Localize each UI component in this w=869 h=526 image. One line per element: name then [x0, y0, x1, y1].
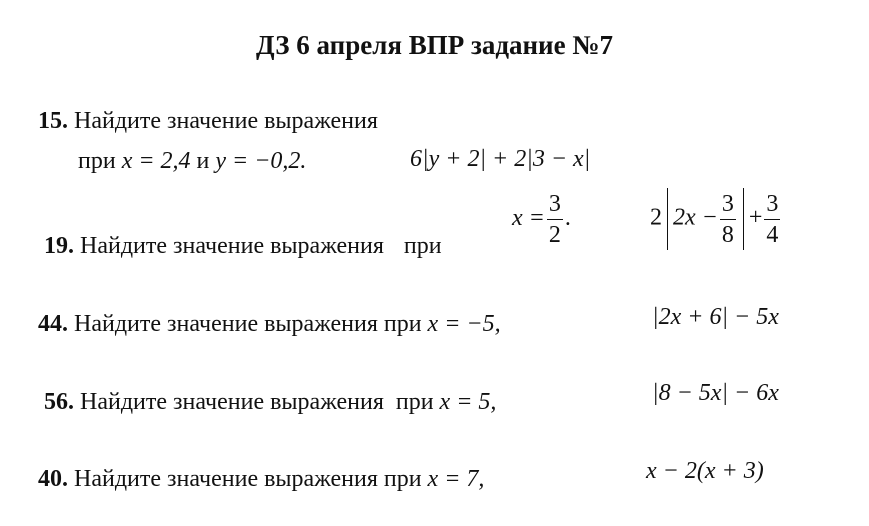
condition: x = 7, — [427, 466, 485, 492]
fraction — [547, 192, 563, 247]
y-condition: y = −0,2. — [215, 148, 307, 174]
denominator: 2 — [548, 222, 561, 248]
problem-15-line2 — [78, 148, 306, 175]
problem-15-line1 — [38, 108, 378, 135]
condition: x = 5, — [439, 389, 497, 415]
problem-number: 40. — [38, 466, 68, 492]
denominator: 8 — [721, 221, 734, 248]
condition-lhs: x = — [512, 205, 545, 232]
expr-coefficient: 2 — [650, 204, 662, 231]
problem-number: 19. — [44, 233, 74, 259]
problem-40-expression: x − 2(x + 3) — [646, 458, 764, 484]
problem-text: Найдите значение выражения при — [80, 389, 434, 415]
problem-44-expression: |2x + 6| − 5x — [652, 304, 779, 330]
problem-19-condition — [512, 192, 571, 247]
abs-bar-left — [667, 188, 668, 250]
abs-bar-right — [743, 188, 744, 250]
expr-inner: 2x − — [673, 204, 718, 231]
fraction — [720, 192, 736, 247]
problem-text: Найдите значение выражения — [80, 233, 384, 259]
problem-19-line — [44, 233, 442, 260]
numerator: 3 — [548, 191, 561, 217]
problem-number: 44. — [38, 311, 68, 337]
numerator: 3 — [721, 190, 734, 217]
problem-44-line — [38, 311, 501, 338]
problem-56-expression: |8 − 5x| − 6x — [652, 380, 779, 406]
plus-sign: + — [748, 204, 763, 231]
page-title: ДЗ 6 апреля ВПР задание №7 — [256, 30, 613, 60]
condition-end: . — [564, 205, 571, 232]
problem-text: Найдите значение выражения при — [74, 466, 422, 492]
problem-40-line — [38, 466, 484, 493]
problem-56-line — [44, 389, 496, 416]
pri-label: при — [78, 148, 116, 174]
pri-label: при — [403, 233, 442, 259]
problem-text: Найдите значение выражения — [74, 108, 378, 134]
numerator: 3 — [766, 190, 779, 217]
problem-number: 56. — [44, 389, 74, 415]
problem-19-expression — [650, 188, 782, 250]
problem-number: 15. — [38, 108, 68, 134]
fraction — [764, 192, 780, 247]
x-condition: x = 2,4 — [121, 148, 191, 174]
denominator: 4 — [766, 221, 779, 248]
problem-text: Найдите значение выражения при — [74, 311, 422, 337]
conjunction: и — [196, 148, 210, 174]
problem-15-expression: 6|y + 2| + 2|3 − x| — [410, 146, 591, 172]
condition: x = −5, — [427, 311, 501, 337]
